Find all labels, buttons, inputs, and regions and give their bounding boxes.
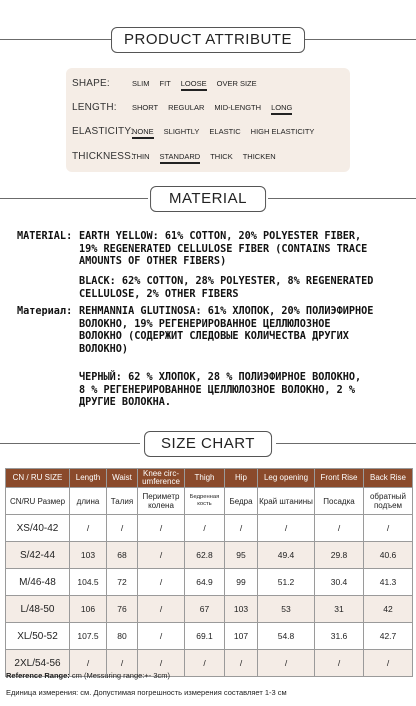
attr-label: THICKNESS: — [72, 150, 135, 162]
column-header: CN / RU SIZE — [6, 469, 70, 488]
product-attribute-title: PRODUCT ATTRIBUTE — [111, 27, 305, 53]
table-cell: 42 — [364, 596, 413, 623]
table-cell: 29.8 — [315, 542, 364, 569]
column-header: Front Rise — [315, 469, 364, 488]
text-line: EARTH YELLOW: 61% COTTON, 20% POLYESTER FIBER, — [79, 231, 362, 242]
table-row — [6, 569, 413, 596]
attr-option: SLIM — [132, 78, 150, 88]
ru-column-header: длина — [70, 488, 107, 515]
table-cell: / — [315, 650, 364, 677]
attr-option-selected: LOOSE — [180, 78, 207, 88]
text-line: ВОЛОКНО) — [79, 343, 129, 355]
attr-option-selected: NONE — [132, 126, 154, 136]
table-cell: 104.5 — [70, 569, 107, 596]
table-cell: 31.6 — [315, 623, 364, 650]
table-cell: / — [185, 650, 225, 677]
ru-column-header: CN/RU Размер — [6, 488, 70, 515]
header-divider-right — [276, 443, 416, 444]
column-header: Knee circ-umference — [138, 469, 185, 488]
table-cell: / — [258, 650, 315, 677]
text-line: BLACK: 62% COTTON, 28% POLYESTER, 8% REGENERATED — [79, 276, 374, 287]
table-cell: 51.2 — [258, 569, 315, 596]
table-cell: S/42-44 — [6, 542, 70, 569]
attr-option: OVER SIZE — [216, 78, 257, 88]
table-cell: 42.7 — [364, 623, 413, 650]
reference-label: Reference Range: — [6, 671, 70, 680]
table-cell: 67 — [185, 596, 225, 623]
table-cell: 69.1 — [185, 623, 225, 650]
table-row — [6, 542, 413, 569]
attr-option: THICKEN — [242, 151, 276, 161]
attribute-panel — [66, 68, 350, 172]
table-row — [6, 623, 413, 650]
table-row — [6, 596, 413, 623]
table-cell: XS/40-42 — [6, 515, 70, 542]
attr-row-thickness — [72, 147, 286, 165]
table-cell: 30.4 — [315, 569, 364, 596]
attr-option: SLIGHTLY — [163, 126, 200, 136]
column-header: Leg opening — [258, 469, 315, 488]
table-row — [6, 515, 413, 542]
ru-column-header: обратный подъем — [364, 488, 413, 515]
table-cell: 68 — [107, 542, 138, 569]
table-cell: 107 — [225, 623, 258, 650]
table-cell: / — [138, 569, 185, 596]
reference-note-ru: Единица измерения: см. Допустимая погрешность измерения составляет 1-3 см — [6, 688, 287, 697]
text-line: ЧЕРНЫЙ: 62 % ХЛОПОК, 28 % ПОЛИЭФИРНОЕ ВОЛОКНО, — [79, 372, 362, 383]
table-cell: 72 — [107, 569, 138, 596]
table-cell: 64.9 — [185, 569, 225, 596]
product-attribute-header — [0, 27, 416, 53]
column-header: Thigh — [185, 469, 225, 488]
table-cell: / — [138, 623, 185, 650]
table-cell: / — [315, 515, 364, 542]
ru-column-header: Посадка — [315, 488, 364, 515]
ru-column-header: Бедренная кость — [185, 488, 225, 515]
attr-option: HIGH ELASTICITY — [250, 126, 315, 136]
attr-option: THIN — [132, 151, 150, 161]
table-cell: / — [70, 650, 107, 677]
attr-option: REGULAR — [168, 102, 205, 112]
table-cell: 107.5 — [70, 623, 107, 650]
text-line: ВОЛОКНО (СОДЕРЖИТ СЛЕДОВЫЕ КОЛИЧЕСТВА ДРУГИХ — [79, 331, 349, 342]
table-cell: / — [70, 515, 107, 542]
text-line: ДРУГИЕ ВОЛОКНА. — [79, 397, 172, 408]
ru-column-header: Бедра — [225, 488, 258, 515]
text-line: CELLULOSE, 2% OTHER FIBERS — [79, 288, 239, 300]
size-chart-header — [0, 431, 416, 457]
table-cell: 62.8 — [185, 542, 225, 569]
table-cell: 95 — [225, 542, 258, 569]
table-cell: 53 — [258, 596, 315, 623]
table-cell: 103 — [225, 596, 258, 623]
material-text-en — [79, 231, 367, 269]
table-cell: XL/50-52 — [6, 623, 70, 650]
material-text-ru-black — [79, 372, 361, 410]
attr-row-elasticity — [72, 122, 324, 140]
header-divider-right — [268, 198, 416, 199]
attr-label: LENGTH: — [72, 101, 117, 113]
attr-label: ELASTICITY: — [72, 125, 134, 137]
table-cell: / — [138, 515, 185, 542]
attr-label: SHAPE: — [72, 77, 110, 89]
table-cell: 40.6 — [364, 542, 413, 569]
text-line: AMOUNTS OF OTHER FIBERS) — [79, 256, 227, 267]
table-cell: / — [364, 650, 413, 677]
table-cell: 54.8 — [258, 623, 315, 650]
table-cell: 76 — [107, 596, 138, 623]
size-table — [5, 468, 413, 677]
material-key-en: MATERIAL: — [17, 231, 73, 242]
ru-column-header: Край штанины — [258, 488, 315, 515]
table-cell: 80 — [107, 623, 138, 650]
attr-option-selected: LONG — [271, 102, 293, 112]
table-cell: / — [225, 650, 258, 677]
table-cell: / — [258, 515, 315, 542]
material-text-en-black — [79, 276, 373, 301]
table-cell: 31 — [315, 596, 364, 623]
table-cell: 99 — [225, 569, 258, 596]
attr-row-shape — [72, 74, 267, 92]
table-cell: / — [138, 650, 185, 677]
ru-column-header: Периметр колена — [138, 488, 185, 515]
text-line: REHMANNIA GLUTINOSA: 61% ХЛОПОК, 20% ПОЛИЭФИРНОЕ — [79, 306, 374, 317]
header-divider-left — [0, 39, 120, 40]
text-line: 19% REGENERATED CELLULOSE FIBER (CONTAINS TRACE — [79, 243, 368, 255]
table-cell: / — [225, 515, 258, 542]
table-cell: 2XL/54-56 — [6, 650, 70, 677]
reference-text: cm (Messuring range:+- 3cm) — [69, 671, 171, 680]
attr-option: MID-LENGTH — [214, 102, 262, 112]
text-line: 8 % РЕГЕНЕРИРОВАННОЕ ЦЕЛЛЮЛОЗНОЕ ВОЛОКНО, 2 % — [79, 384, 356, 396]
table-cell: / — [185, 515, 225, 542]
attr-row-length — [72, 98, 302, 116]
reference-note-en — [6, 671, 170, 680]
table-cell: 49.4 — [258, 542, 315, 569]
attr-option: ELASTIC — [209, 126, 241, 136]
table-cell: 103 — [70, 542, 107, 569]
column-header: Waist — [107, 469, 138, 488]
table-cell: / — [138, 596, 185, 623]
table-cell: / — [107, 650, 138, 677]
table-header-row — [6, 469, 413, 488]
table-cell: M/46-48 — [6, 569, 70, 596]
table-cell: L/48-50 — [6, 596, 70, 623]
material-header — [0, 186, 416, 212]
table-cell: / — [364, 515, 413, 542]
attr-option: THICK — [210, 151, 233, 161]
material-title: MATERIAL — [150, 186, 266, 212]
attr-option-selected: STANDARD — [159, 151, 201, 161]
column-header: Back Rise — [364, 469, 413, 488]
header-divider-left — [0, 443, 140, 444]
table-cell: 106 — [70, 596, 107, 623]
text-line: ВОЛОКНО, 19% РЕГЕНЕРИРОВАННОЕ ЦЕЛЛЮЛОЗНОЕ — [79, 318, 331, 330]
table-cell: / — [138, 542, 185, 569]
material-text-ru — [79, 306, 373, 356]
column-header: Length — [70, 469, 107, 488]
header-divider-left — [0, 198, 148, 199]
table-cell: / — [107, 515, 138, 542]
table-cell: 41.3 — [364, 569, 413, 596]
header-divider-right — [296, 39, 416, 40]
attr-option: FIT — [159, 78, 171, 88]
material-key-ru: Материал: — [17, 306, 73, 317]
size-chart-title: SIZE CHART — [144, 431, 272, 457]
attr-option: SHORT — [132, 102, 159, 112]
column-header: Hip — [225, 469, 258, 488]
table-ru-header-row — [6, 488, 413, 515]
ru-column-header: Талия — [107, 488, 138, 515]
